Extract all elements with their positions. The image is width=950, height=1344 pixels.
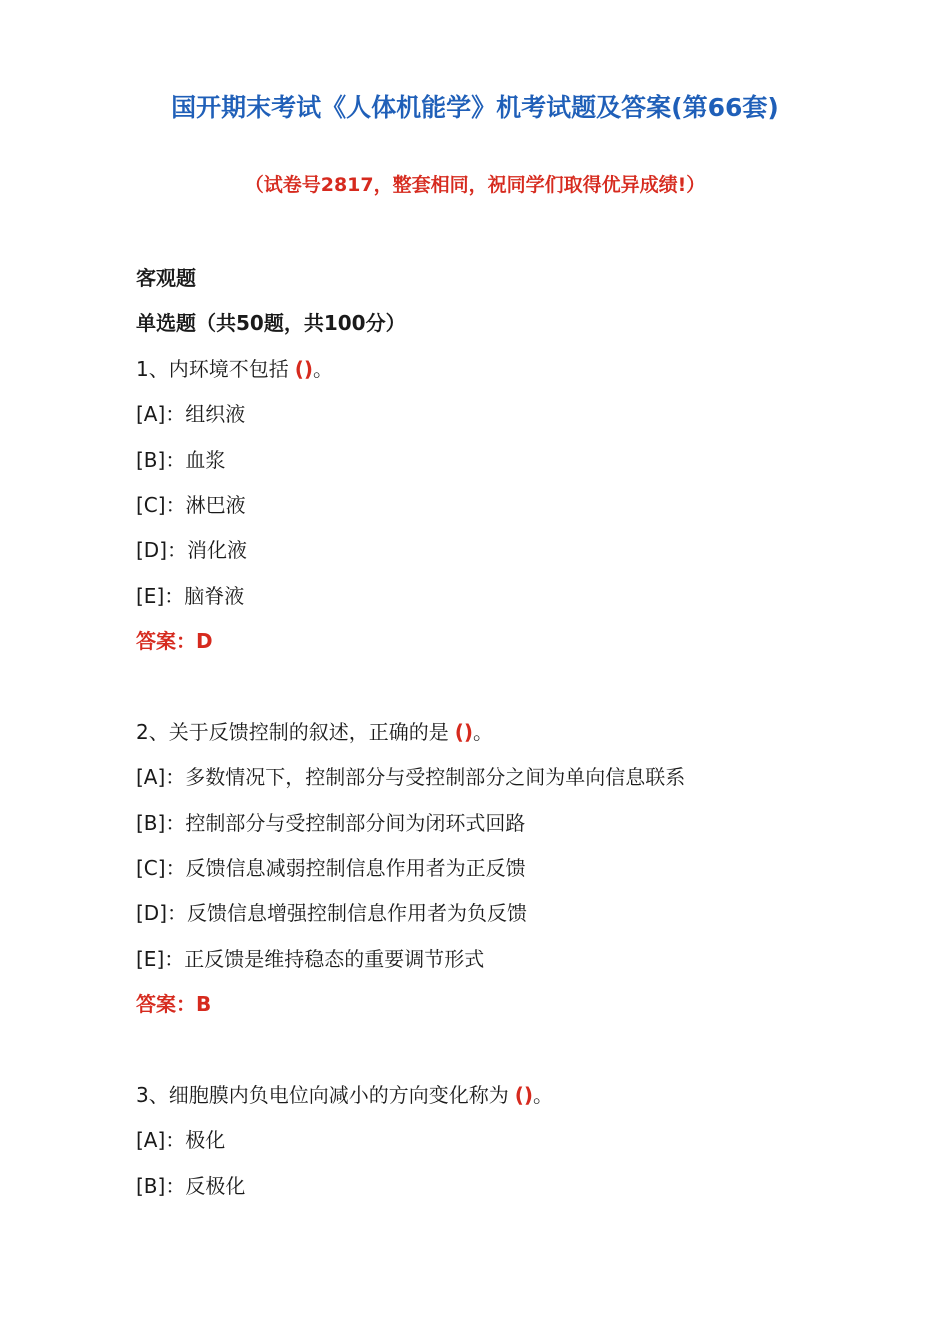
option-item: [A]：极化 [136,1128,226,1153]
option-item: [C]：淋巴液 [136,492,246,517]
option-item: [A]：多数情况下，控制部分与受控制部分之间为单向信息联系 [136,765,686,790]
answer-blank: () [454,719,474,744]
section-heading: 客观题 [136,266,196,290]
option-item: [A]：组织液 [136,402,246,427]
option-item: [D]：消化液 [136,538,248,563]
question-stem [136,1073,856,1118]
subsection-heading: 单选题（共50题，共100分） [136,311,406,336]
document-body [136,256,856,1209]
question-stem [136,347,856,392]
answer-line [136,982,856,1027]
option-item: [E]：脑脊液 [136,583,245,608]
question-period: 。 [533,1083,554,1108]
question-stem [136,710,856,755]
question-period: 。 [473,719,494,744]
option-item: [E]：正反馈是维持稳态的重要调节形式 [136,946,485,971]
option-item: [B]：血浆 [136,447,226,472]
document-title: 国开期末考试《人体机能学》机考试题及答案(第66套) [171,93,779,122]
option-item: [B]：反极化 [136,1173,246,1198]
answer-value: B [196,992,212,1017]
answer-blank: () [294,356,314,381]
option-item: [B]：控制部分与受控制部分间为闭环式回路 [136,810,526,835]
answer-prefix: 答案： [136,629,196,654]
answer-prefix: 答案： [136,992,196,1017]
question-text: 1、内环境不包括 [136,356,289,381]
document-subtitle: （试卷号2817，整套相同，祝同学们取得优异成绩!） [244,174,706,196]
answer-blank: () [514,1083,534,1108]
answer-line [136,619,856,664]
option-item: [D]：反馈信息增强控制信息作用者为负反馈 [136,901,528,926]
question-text: 2、关于反馈控制的叙述，正确的是 [136,719,449,744]
option-item: [C]：反馈信息减弱控制信息作用者为正反馈 [136,856,526,881]
question-period: 。 [313,356,334,381]
question-text: 3、细胞膜内负电位向减小的方向变化称为 [136,1083,509,1108]
answer-value: D [196,629,213,654]
